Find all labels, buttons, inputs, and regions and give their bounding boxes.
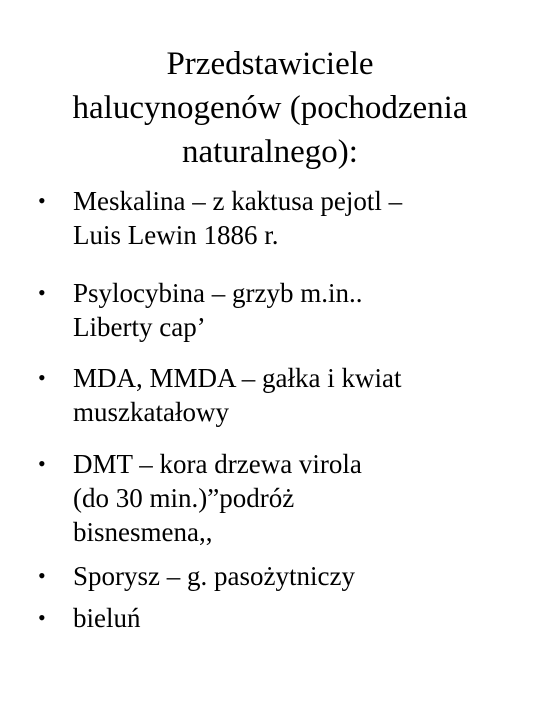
bullet-icon: • — [38, 451, 46, 476]
bullet-item-line: Liberty cap’ — [73, 312, 206, 342]
bullet-item-psylocybina — [0, 276, 540, 344]
bullet-item-dmt — [0, 447, 540, 549]
bullet-item-line: Psylocybina – grzyb m.in.. — [73, 278, 363, 308]
bullet-item-line: Sporysz – g. pasożytniczy — [73, 561, 355, 591]
bullet-icon: • — [38, 365, 46, 390]
slide-title-line-1: Przedstawiciele — [166, 46, 374, 82]
bullet-item-line: muszkatałowy — [73, 397, 229, 427]
bullet-icon: • — [38, 605, 46, 630]
bullet-item-sporysz — [0, 559, 540, 593]
bullet-item-line: Meskalina – z kaktusa pejotl – — [73, 186, 403, 216]
slide-title-line-2: halucynogenów (pochodzenia — [72, 90, 468, 126]
bullet-icon: • — [38, 280, 46, 305]
bullet-item-line: MDA, MMDA – gałka i kwiat — [73, 363, 402, 393]
bullet-item-line: DMT – kora drzewa virola — [73, 449, 362, 479]
bullet-item-mda-mmda — [0, 361, 540, 429]
bullet-item-line: (do 30 min.)”podróż — [73, 483, 295, 513]
bullet-item-line: Luis Lewin 1886 r. — [73, 220, 279, 250]
bullet-icon: • — [38, 188, 46, 213]
slide-title-line-3: naturalnego): — [182, 134, 358, 170]
bullet-item-meskalina — [0, 184, 540, 252]
bullet-item-line: bieluń — [73, 603, 141, 633]
bullet-icon: • — [38, 563, 46, 588]
bullet-item-line: bisnesmena,, — [73, 517, 213, 547]
bullet-item-bielun — [0, 601, 540, 635]
